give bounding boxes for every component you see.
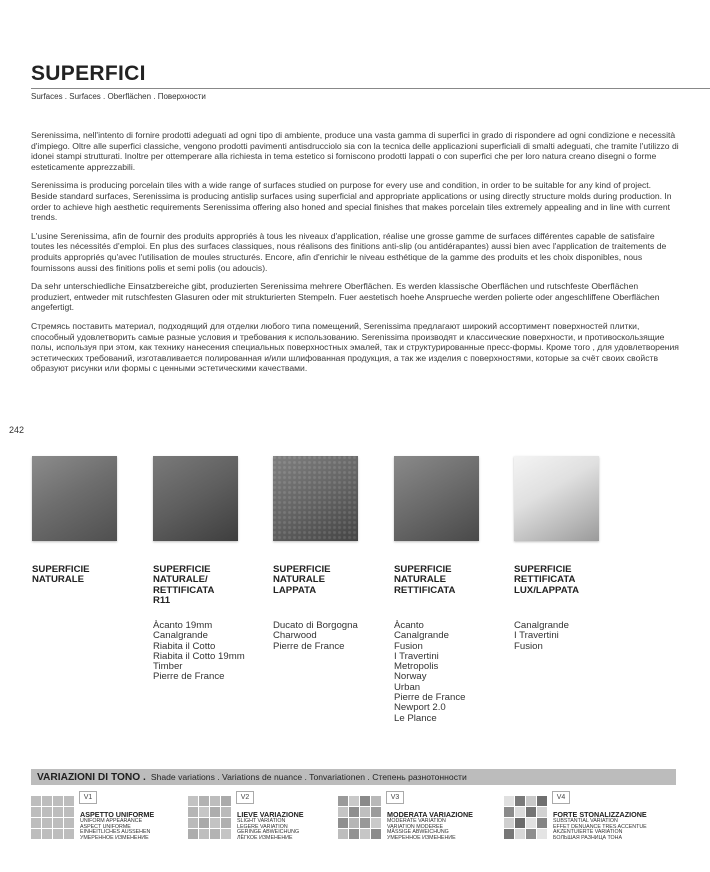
intro-paragraph-en: Serenissima is producing porcelain tiles with a wide range of surfaces studied on purpose for every use and condition, in order to be suitable for any kind of project. Beside standard surfaces, Serenissima is producing antislip surfaces using superficial and appropriate applications or using directly structure molds during production. In order to achieve high aesthetic requirements Serenissima offering also honed and special finishes that makes porcelain tiles extremely appealing and in line with current trends. [31,180,672,223]
shade-variation-translation: EINHEITLICHES AUSSEHEN [80,829,151,836]
list-item: Riabita il Cotto 19mm [153,650,245,662]
series-list-lux-lappata [514,621,624,652]
shade-variation-v4 [504,791,674,841]
shade-variation-name: ASPETTO UNIFORME [80,810,155,819]
shade-code-badge: V4 [552,791,570,804]
shade-variation-text [80,811,200,842]
series-list-rettificata [394,621,504,724]
shade-variation-translation: SLIGHT VARIATION [237,818,286,824]
series-list-naturale-rettificata [153,621,263,683]
list-item: I Travertini [514,630,559,642]
series-list-naturale-lappata [273,621,383,652]
shade-variation-translation: БОЛЬШАЯ РАЗНИЦА ТОНА [553,835,622,842]
shade-swatch-grid-icon [338,796,381,839]
shade-variation-translation: MÄSSIGE ABWEICHUNG [387,829,449,836]
list-item: Fusion [514,640,543,652]
surface-label-rettificata: SUPERFICIE NATURALE RETTIFICATA [394,564,456,596]
intro-text [31,130,679,382]
shade-variation-translation: UNIFORM APPEARANCE [80,818,143,824]
shade-variation-translation: УМЕРЕННОЕ ИЗМЕНЕНИЕ [387,835,456,842]
title-divider [31,88,710,89]
surface-label-lux-lappata: SUPERFICIE RETTIFICATA LUX/LAPPATA [514,564,580,596]
page-number: 242 [9,425,25,435]
list-item: Pierre de France [394,692,466,704]
list-item: Newport 2.0 [394,702,446,714]
shade-swatch-grid-icon [504,796,547,839]
shade-variation-v3 [338,791,508,841]
shade-code-badge: V2 [236,791,254,804]
list-item: Canalgrande [514,620,569,631]
surface-tile-naturale [32,456,117,541]
shade-variation-text [553,811,673,842]
shade-swatch-grid-icon [188,796,231,839]
shade-variation-title: VARIAZIONI DI TONO . [37,771,146,783]
shade-variation-translation: ASPECT UNIFORME [80,823,131,830]
list-item: Norway [394,671,427,683]
surface-tile-lux-lappata [514,456,599,541]
intro-paragraph-ru: Стремясь поставить материал, подходящий для отделки любого типа помещений, Serenissima предлагают широкий ассортимент поверхностей плитки, способный удовлетворить самые разные условия и требования к использованию. Serenissima производят и классические поверхности, и противоскользящие полы, используя при этом, как технику нанесения специальных поверхностных эмалей, так и структурированные пресс-формы. Кроме того , для удовлетворения эстетических требований, изготавливается полированная и/или шлифованная продукция, а так же изделия с поверхностями, которые за счёт своих свойств образуют рисунки или формы с ценными эстетическими качествами. [31,320,679,374]
list-item: Canalgrande [153,630,208,642]
intro-paragraph-de: Da sehr unterschiedliche Einsatzbereiche gibt, produzierten Serenissima mehrere Oberflächen. Es werden klassische Oberflächen und rutschfeste Oberflächen produziert, entweder mit rutschfesten Glasuren oder mit strukturierten Stempeln. Fuer aestetisch hoehe Ansprueche werden polierte oder angeschliffene Oberflächen angefertigt. [31,281,660,313]
surface-tile-naturale-lappata [273,456,358,541]
shade-code-badge: V1 [79,791,97,804]
shade-swatch-grid-icon [31,796,74,839]
page-subtitle: Surfaces . Surfaces . Oberflächen . Поверхности [31,92,206,101]
list-item: Àcanto 19mm [153,620,213,631]
shade-variation-name: MODERATA VARIAZIONE [387,810,473,819]
shade-variation-translation: ЛЁГКОЕ ИЗМЕНЕНИЕ [237,835,293,842]
shade-variation-bar [31,769,676,785]
shade-code-badge: V3 [386,791,404,804]
list-item: Charwood [273,630,317,642]
intro-paragraph-it: Serenissima, nell'intento di fornire prodotti adeguati ad ogni tipo di ambiente, produce una vasta gamma di superfici in grado di rispondere ad ogni condizione e necessità d'impiego. Oltre alle superfici classiche, vengono prodotti pavimenti antisdrucciolo sia con la tecnica delle applicazioni superficiali di smalti adeguati, che tramite l'utilizzo di idonei stampi strutturati. Inoltre per ottemperare alla richiesta in tema estetico si forniscono prodotti lappati o con superfici che per loro natura creano disegni o forme esteticamente apprezzabili. [31,130,679,172]
shade-variation-translation: VARIATION MODEREE [387,823,444,830]
surface-label-naturale-lappata: SUPERFICIE NATURALE LAPPATA [273,564,331,596]
shade-variation-translation: LEGERE VARIATION [237,823,288,830]
surface-tile-rettificata [394,456,479,541]
shade-variation-name: LIEVE VARIAZIONE [237,810,304,819]
list-item: I Travertini [394,650,439,662]
shade-variation-translation: GERINGE ABWEICHUNG [237,829,300,836]
shade-variation-translation: УМЕРЕННОЕ ИЗМЕНЕНИЕ [80,835,149,842]
shade-variation-translation: EFFET DENUANCE TRES ACCENTUE [553,823,647,830]
list-item: Riabita il Cotto [153,640,216,652]
list-item: Pierre de France [153,671,225,683]
list-item: Timber [153,661,183,673]
list-item: Urban [394,681,421,693]
intro-paragraph-fr: L'usine Serenissima, afin de fournir des produits appropriés à tous les niveaux d'application, réalise une grosse gamme de surfaces différentes capable de satisfaire toutes les nécessités d'emploi. En plus des surfaces classiques, nous réalisons des finitions anti-slip (ou antidérapantes) aussi bien avec l'application de traitements de produits appropriés qu'avec l'utilisation de moules structurés. Encore, afin d'enrichir le niveau esthétique de la gamme des produits et les choix disponibles, nous fournissons aussi des finitions polis et semi polis (ou adoucis). [31,230,667,273]
list-item: Canalgrande [394,630,449,642]
surface-label-naturale-rettificata: SUPERFICIE NATURALE/ RETTIFICATA R11 [153,564,215,607]
shade-variation-translation: MODERATE VARIATION [387,818,446,824]
list-item: Ducato di Borgogna [273,620,358,631]
list-item: Pierre de France [273,640,345,652]
shade-variation-name: FORTE STONALIZZAZIONE [553,810,647,819]
list-item: Àcanto [394,620,424,631]
shade-variation-v1 [31,791,201,841]
shade-variation-v2 [188,791,358,841]
list-item: Fusion [394,640,423,652]
surface-label-naturale: SUPERFICIE NATURALE [32,564,90,586]
shade-variation-text [387,811,507,842]
list-item: Metropolis [394,661,439,673]
list-item: Le Plance [394,712,437,724]
page-title: SUPERFICI [31,62,146,85]
shade-variation-subtitle: Shade variations . Variations de nuance . Tonvariationen . Степень разнотонности [150,772,467,782]
surface-tile-naturale-rettificata [153,456,238,541]
shade-variation-translation: SUBSTANTIAL VARIATION [553,818,618,824]
shade-variation-translation: AKZENTUIERTE VARIATION [553,829,623,836]
